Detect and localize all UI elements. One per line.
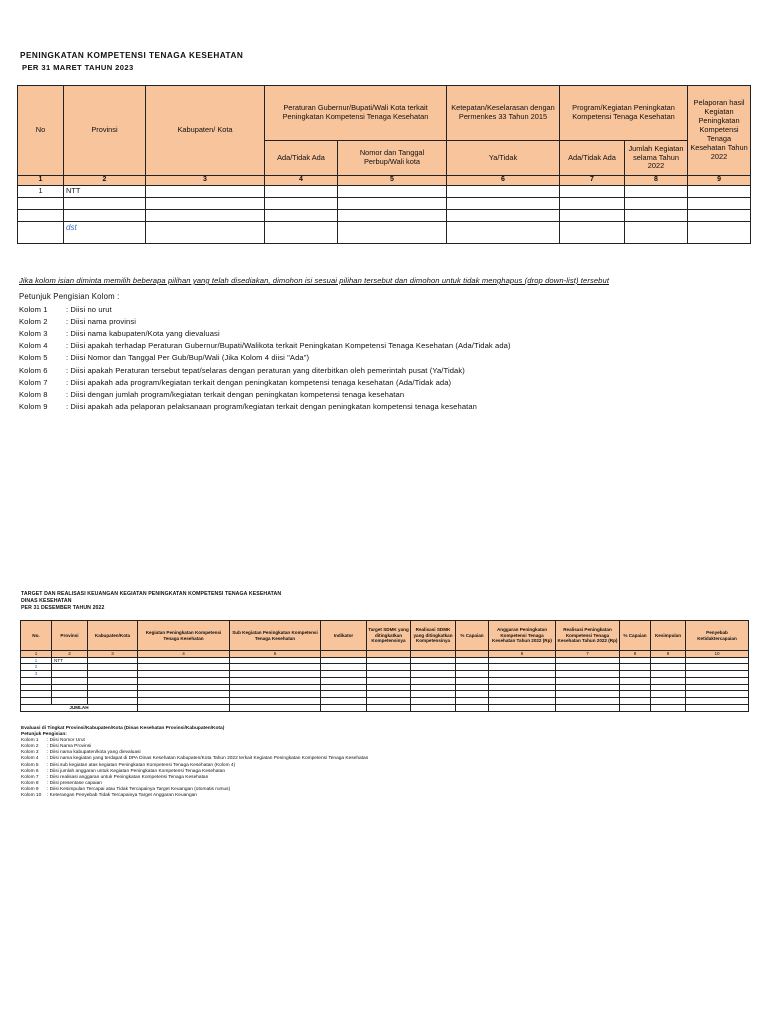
- cell[interactable]: [338, 198, 447, 210]
- cell[interactable]: [230, 664, 321, 671]
- cell[interactable]: [489, 671, 556, 678]
- eval-key: Kolom 10: [21, 793, 42, 799]
- eval-key: Kolom 6: [21, 768, 39, 774]
- cell-no[interactable]: 2: [21, 664, 52, 671]
- cell[interactable]: [411, 677, 456, 684]
- cell[interactable]: [489, 677, 556, 684]
- eval-key: Kolom 5: [21, 762, 39, 768]
- cell[interactable]: [265, 222, 338, 244]
- cell[interactable]: [489, 698, 556, 705]
- instruction-text: : Diisi apakah ada program/kegiatan terkait dengan peningkatan kompetensi tenaga kesehatan (Ada/Tidak ada): [66, 377, 452, 387]
- cell[interactable]: [489, 684, 556, 691]
- instruction-text: : Diisi apakah terhadap Peraturan Gubernur/Bupati/Walikota terkait Peningkatan Kompetensi Tenaga Kesehatan (Ada/Tidak ada): [66, 341, 511, 351]
- instruction-key: Kolom 4: [19, 341, 48, 351]
- cell[interactable]: [367, 705, 411, 712]
- cell[interactable]: [138, 691, 230, 698]
- table-row: [18, 198, 751, 210]
- instruction-key: Kolom 1: [19, 304, 48, 314]
- cell[interactable]: [88, 671, 138, 678]
- cell[interactable]: [456, 657, 489, 664]
- col-num: 2: [64, 176, 146, 186]
- eval-key: Kolom 4: [21, 756, 39, 762]
- cell[interactable]: [620, 684, 651, 691]
- cell-no[interactable]: [21, 691, 52, 698]
- header-no: No: [18, 86, 64, 176]
- table-row: [21, 671, 749, 678]
- cell[interactable]: [651, 671, 686, 678]
- cell[interactable]: [625, 198, 688, 210]
- cell[interactable]: [625, 210, 688, 222]
- section2-table: [20, 620, 749, 712]
- instruction-item: [19, 376, 511, 388]
- header-peraturan: Peraturan Gubernur/Bupati/Wali Kota terkait Peningkatan Kompetensi Tenaga Kesehatan: [265, 86, 447, 141]
- cell-provinsi[interactable]: [64, 198, 146, 210]
- cell[interactable]: [686, 677, 749, 684]
- cell[interactable]: [230, 684, 321, 691]
- section1-subtitle: PER 31 MARET TAHUN 2023: [22, 63, 134, 72]
- eval-key: Kolom 9: [21, 786, 39, 792]
- header-cell: % Capaian: [620, 621, 651, 651]
- cell-no[interactable]: [21, 684, 52, 691]
- cell[interactable]: [686, 657, 749, 664]
- header-nomor-tanggal: Nomor dan Tanggal Perbup/Wali kota: [338, 141, 447, 176]
- eval-text: : Diisi sub kegiatan atas kegiatan Peningkatan Kompetensi Tenaga Kesehatan (Kolom 4): [47, 762, 236, 768]
- cell[interactable]: [556, 691, 620, 698]
- table-row: [21, 698, 749, 705]
- eval-title: Evaluasi di Tingkat Provinsi/Kabupaten/Kota (Dinas Kesehatan Provinsi/Kabupaten/Kota): [21, 726, 225, 731]
- instruction-item: [19, 401, 511, 413]
- eval-key: Kolom 2: [21, 744, 39, 750]
- cell[interactable]: [338, 210, 447, 222]
- header-cell: Realisasi Peningkatan Kompetensi Tenaga Kesehatan Tahun 2022 (Rp): [556, 621, 620, 651]
- cell-no[interactable]: 3: [21, 671, 52, 678]
- eval-text: : Diisi Nomor Urut: [47, 738, 85, 744]
- cell[interactable]: [686, 664, 749, 671]
- cell[interactable]: [560, 222, 625, 244]
- cell[interactable]: [367, 657, 411, 664]
- cell-provinsi[interactable]: [52, 671, 88, 678]
- cell-provinsi[interactable]: [52, 698, 88, 705]
- cell[interactable]: [456, 684, 489, 691]
- cell[interactable]: [411, 657, 456, 664]
- instruction-key: Kolom 6: [19, 365, 48, 375]
- cell-no[interactable]: [21, 677, 52, 684]
- cell[interactable]: [456, 677, 489, 684]
- instruction-item: [19, 303, 511, 315]
- cell[interactable]: [138, 664, 230, 671]
- cell[interactable]: [625, 222, 688, 244]
- cell[interactable]: [230, 698, 321, 705]
- cell[interactable]: [321, 677, 367, 684]
- dropdown-note: Jika kolom isian diminta memilih beberapa pilihan yang telah disediakan, dimohon isi sesuai pilihan tersebut dan dimohon untuk tidak menghapus (drop down-list) tersebut: [19, 276, 610, 285]
- cell[interactable]: [367, 671, 411, 678]
- cell[interactable]: [265, 186, 338, 198]
- cell[interactable]: [556, 684, 620, 691]
- cell[interactable]: [411, 664, 456, 671]
- cell[interactable]: [651, 684, 686, 691]
- header-cell: Anggaran Peningkatan Kompetensi Tenaga Kesehatan Tahun 2022 (Rp): [489, 621, 556, 651]
- instruction-item: [19, 364, 511, 376]
- col-num: 7: [560, 176, 625, 186]
- cell[interactable]: [411, 684, 456, 691]
- col-num: 4: [265, 176, 338, 186]
- cell[interactable]: [688, 222, 751, 244]
- cell[interactable]: [686, 705, 749, 712]
- cell[interactable]: [447, 222, 560, 244]
- col-num: 10: [686, 651, 749, 658]
- cell[interactable]: [321, 657, 367, 664]
- header-cell: Indikator: [321, 621, 367, 651]
- section2-period: PER 31 DESEMBER TAHUN 2022: [21, 605, 105, 611]
- table-row: [21, 684, 749, 691]
- cell[interactable]: [230, 671, 321, 678]
- cell[interactable]: [88, 657, 138, 664]
- cell[interactable]: [651, 657, 686, 664]
- instruction-text: : Diisi nama kabupaten/Kota yang dievaluasi: [66, 328, 220, 338]
- cell[interactable]: [489, 705, 556, 712]
- cell[interactable]: [411, 691, 456, 698]
- cell[interactable]: [138, 677, 230, 684]
- header-ketepatan: Ketepatan/Keselarasan dengan Permenkes 33 Tahun 2015: [447, 86, 560, 141]
- cell[interactable]: [138, 705, 230, 712]
- cell[interactable]: [88, 664, 138, 671]
- cell[interactable]: [88, 677, 138, 684]
- header-cell: % Capaian: [456, 621, 489, 651]
- cell[interactable]: [620, 705, 651, 712]
- cell[interactable]: [88, 698, 138, 705]
- col-num: 4: [138, 651, 230, 658]
- header-ya-tidak: Ya/Tidak: [447, 141, 560, 176]
- header-cell: Kesimpulan: [651, 621, 686, 651]
- eval-text: : Diisi presentase capaian: [47, 780, 102, 786]
- cell[interactable]: [688, 186, 751, 198]
- eval-text: : Diisi Kesimpulan Tercapai atau Tidak Tercapainya Target Keuangan (otomatis rumus): [47, 786, 231, 792]
- cell[interactable]: [651, 705, 686, 712]
- cell[interactable]: [321, 698, 367, 705]
- cell[interactable]: [560, 198, 625, 210]
- cell[interactable]: [686, 698, 749, 705]
- header-cell: Target SDMK yang ditingkatkan Kompetensinya: [367, 621, 411, 651]
- cell[interactable]: [556, 698, 620, 705]
- col-num: 3: [146, 176, 265, 186]
- instruction-item: [19, 340, 511, 352]
- cell-no[interactable]: [18, 198, 64, 210]
- col-num: 8: [620, 651, 651, 658]
- cell[interactable]: [411, 698, 456, 705]
- instruction-key: Kolom 7: [19, 377, 48, 387]
- cell[interactable]: [651, 698, 686, 705]
- cell[interactable]: [338, 222, 447, 244]
- cell[interactable]: [321, 664, 367, 671]
- cell[interactable]: [651, 664, 686, 671]
- cell[interactable]: [367, 698, 411, 705]
- cell[interactable]: [556, 671, 620, 678]
- cell[interactable]: [620, 671, 651, 678]
- instruction-item: [19, 327, 511, 339]
- cell[interactable]: [489, 691, 556, 698]
- col-num: 9: [651, 651, 686, 658]
- cell[interactable]: [411, 671, 456, 678]
- section1-table: [17, 85, 751, 244]
- instruction-item: [19, 315, 511, 327]
- col-num: 5: [230, 651, 321, 658]
- cell[interactable]: [620, 691, 651, 698]
- dst-text: dst: [66, 223, 77, 232]
- cell[interactable]: [620, 657, 651, 664]
- cell[interactable]: [146, 222, 265, 244]
- cell[interactable]: [489, 657, 556, 664]
- header-ada-tidak-2: Ada/Tidak Ada: [560, 141, 625, 176]
- cell[interactable]: [138, 671, 230, 678]
- eval-key: Kolom 1: [21, 738, 39, 744]
- cell[interactable]: [447, 198, 560, 210]
- header-cell: Provinsi: [52, 621, 88, 651]
- instruction-key: Kolom 3: [19, 328, 48, 338]
- section2-title: TARGET DAN REALISASI KEUANGAN KEGIATAN PENINGKATAN KOMPETENSI TENAGA KESEHATAN: [21, 591, 282, 597]
- instruction-key: Kolom 9: [19, 402, 48, 412]
- petunjuk-heading: Petunjuk Pengisian Kolom :: [19, 292, 120, 301]
- col-num: 5: [338, 176, 447, 186]
- jumlah-label: JUMLAH: [21, 705, 138, 712]
- cell[interactable]: [651, 677, 686, 684]
- instruction-key: Kolom 5: [19, 353, 48, 363]
- cell[interactable]: [230, 705, 321, 712]
- cell[interactable]: [556, 657, 620, 664]
- cell-no[interactable]: [21, 698, 52, 705]
- instruction-text: : Diisi dengan jumlah program/kegiatan terkait dengan peningkatan kompetensi tenaga kesehatan: [66, 389, 405, 399]
- cell[interactable]: [556, 664, 620, 671]
- cell[interactable]: [265, 210, 338, 222]
- cell[interactable]: [88, 691, 138, 698]
- cell-no[interactable]: [18, 222, 64, 244]
- jumlah-row: [21, 705, 749, 712]
- col-num: 3: [88, 651, 138, 658]
- instruction-item: [19, 352, 511, 364]
- table-row: [21, 677, 749, 684]
- col-num: 8: [625, 176, 688, 186]
- cell[interactable]: [367, 691, 411, 698]
- instruction-text: : Diisi Nomor dan Tanggal Per Gub/Bup/Wali (Jika Kolom 4 diisi "Ada"): [66, 353, 310, 363]
- cell[interactable]: [456, 705, 489, 712]
- table-row: [18, 186, 751, 198]
- instruction-text: : Diisi apakah ada pelaporan pelaksanaan program/kegiatan terkait dengan peningkatan kompetensi tenaga kesehatan: [66, 402, 477, 412]
- header-kabupaten: Kabupaten/ Kota: [146, 86, 265, 176]
- header-pelaporan: Pelaporan hasil Kegiatan Peningkatan Kompetensi Tenaga Kesehatan Tahun 2022: [688, 86, 751, 176]
- cell[interactable]: [367, 664, 411, 671]
- col-num: 2: [52, 651, 88, 658]
- cell[interactable]: [447, 186, 560, 198]
- cell[interactable]: [447, 210, 560, 222]
- header-program: Program/Kegiatan Peningkatan Kompetensi Tenaga Kesehatan: [560, 86, 688, 141]
- col-num: 7: [556, 651, 620, 658]
- cell-no[interactable]: [18, 210, 64, 222]
- eval-text: : Keterangan Penyebab Tidak Tercapainya Target Anggaran Keuangan: [47, 793, 197, 799]
- cell[interactable]: [230, 677, 321, 684]
- cell[interactable]: [230, 691, 321, 698]
- header-cell: Penyebab Ketidaktercapaian: [686, 621, 749, 651]
- instruction-text: : Diisi apakah Peraturan tersebut tepat/selaras dengan peraturan yang diterbitkan oleh pemerintah pusat (Ya/Tidak): [66, 365, 465, 375]
- instruction-key: Kolom 8: [19, 389, 48, 399]
- cell[interactable]: [688, 210, 751, 222]
- table-row: [18, 222, 751, 244]
- cell[interactable]: [321, 684, 367, 691]
- section2-dinas: DINAS KESEHATAN: [21, 598, 72, 604]
- instruction-list: [19, 303, 511, 413]
- cell[interactable]: [411, 705, 456, 712]
- cell[interactable]: [146, 198, 265, 210]
- evaluation-notes: [21, 726, 368, 799]
- cell[interactable]: [560, 210, 625, 222]
- cell[interactable]: [456, 671, 489, 678]
- cell[interactable]: [88, 684, 138, 691]
- cell[interactable]: [146, 186, 265, 198]
- eval-petunjuk: Petunjuk Pengisian:: [21, 732, 67, 738]
- cell-provinsi[interactable]: [52, 684, 88, 691]
- column-number-row: [18, 176, 751, 186]
- instruction-key: Kolom 2: [19, 316, 48, 326]
- cell-provinsi[interactable]: [64, 210, 146, 222]
- cell[interactable]: [265, 198, 338, 210]
- col-num: 6: [447, 176, 560, 186]
- cell[interactable]: [138, 698, 230, 705]
- col-num: 6: [489, 651, 556, 658]
- header-cell: Realisasi SDMK yang ditingkatkan Kompetensinya: [411, 621, 456, 651]
- table-row: [21, 664, 749, 671]
- cell[interactable]: [321, 705, 367, 712]
- table-row: [18, 210, 751, 222]
- cell[interactable]: [321, 671, 367, 678]
- cell-no[interactable]: 1: [21, 657, 52, 664]
- header-cell: Kegiatan Peningkatan Kompetensi Tenaga Kesehatan: [138, 621, 230, 651]
- cell-provinsi[interactable]: NTT: [52, 657, 88, 664]
- header-provinsi: Provinsi: [64, 86, 146, 176]
- cell-provinsi[interactable]: [52, 664, 88, 671]
- cell[interactable]: [489, 664, 556, 671]
- cell[interactable]: [138, 657, 230, 664]
- cell[interactable]: [367, 684, 411, 691]
- cell-provinsi[interactable]: [52, 677, 88, 684]
- cell[interactable]: [556, 705, 620, 712]
- cell[interactable]: [625, 186, 688, 198]
- cell[interactable]: [230, 657, 321, 664]
- section1-title: PENINGKATAN KOMPETENSI TENAGA KESEHATAN: [20, 51, 244, 60]
- cell[interactable]: [651, 691, 686, 698]
- header-cell: Sub Kegiatan Peningkatan Kompetensi Tenaga Kesehatan: [230, 621, 321, 651]
- col-num: 1: [21, 651, 52, 658]
- instruction-item: [19, 388, 511, 400]
- table-row: [21, 691, 749, 698]
- eval-text: : Diisi realisasi anggaran untuk Peningkatan Kompetensi Tenaga Kesehatan: [47, 774, 209, 780]
- cell[interactable]: [686, 684, 749, 691]
- cell[interactable]: [146, 210, 265, 222]
- header-ada-tidak-1: Ada/Tidak Ada: [265, 141, 338, 176]
- eval-key: Kolom 3: [21, 750, 39, 756]
- cell[interactable]: [456, 691, 489, 698]
- instruction-text: : Diisi nama provinsi: [66, 316, 137, 326]
- cell[interactable]: [560, 186, 625, 198]
- cell[interactable]: [620, 664, 651, 671]
- cell[interactable]: [456, 664, 489, 671]
- cell[interactable]: [338, 186, 447, 198]
- cell-no[interactable]: 1: [18, 186, 64, 198]
- cell[interactable]: [686, 671, 749, 678]
- col-num: 1: [18, 176, 64, 186]
- header-cell: Kabupaten/Kota: [88, 621, 138, 651]
- cell[interactable]: [138, 684, 230, 691]
- cell[interactable]: [620, 698, 651, 705]
- eval-item: [21, 793, 368, 799]
- section2-header-row: [21, 621, 749, 651]
- cell[interactable]: [620, 677, 651, 684]
- eval-text: : Diisi nama kegiatan yang terdapat di DPA Dinas Kesehatan Kabupaten/Kota Tahun 2022 terkait Kegiatan Peningkatan Kompetensi Tenaga Kesehatan: [47, 756, 369, 762]
- cell-provinsi[interactable]: [64, 222, 146, 244]
- eval-text: : Diisi Nama Provinsi: [47, 744, 92, 750]
- cell[interactable]: [367, 677, 411, 684]
- cell[interactable]: [321, 691, 367, 698]
- cell[interactable]: [686, 691, 749, 698]
- header-jumlah: Jumlah Kegiatan selama Tahun 2022: [625, 141, 688, 176]
- col-num: 9: [688, 176, 751, 186]
- eval-key: Kolom 7: [21, 774, 39, 780]
- eval-text: : Diisi nama kabupaten/kota yang dievaluasi: [47, 750, 141, 756]
- cell[interactable]: [456, 698, 489, 705]
- cell-provinsi[interactable]: NTT: [64, 186, 146, 198]
- header-cell: No.: [21, 621, 52, 651]
- cell[interactable]: [688, 198, 751, 210]
- cell[interactable]: [556, 677, 620, 684]
- eval-key: Kolom 8: [21, 780, 39, 786]
- instruction-text: : Diisi no urut: [66, 304, 112, 314]
- eval-text: : Diisi jumlah anggaran untuk Kegiatan Peningkatan Kompetensi Tenaga Kesehatan: [47, 768, 226, 774]
- cell-provinsi[interactable]: [52, 691, 88, 698]
- table-row: [21, 657, 749, 664]
